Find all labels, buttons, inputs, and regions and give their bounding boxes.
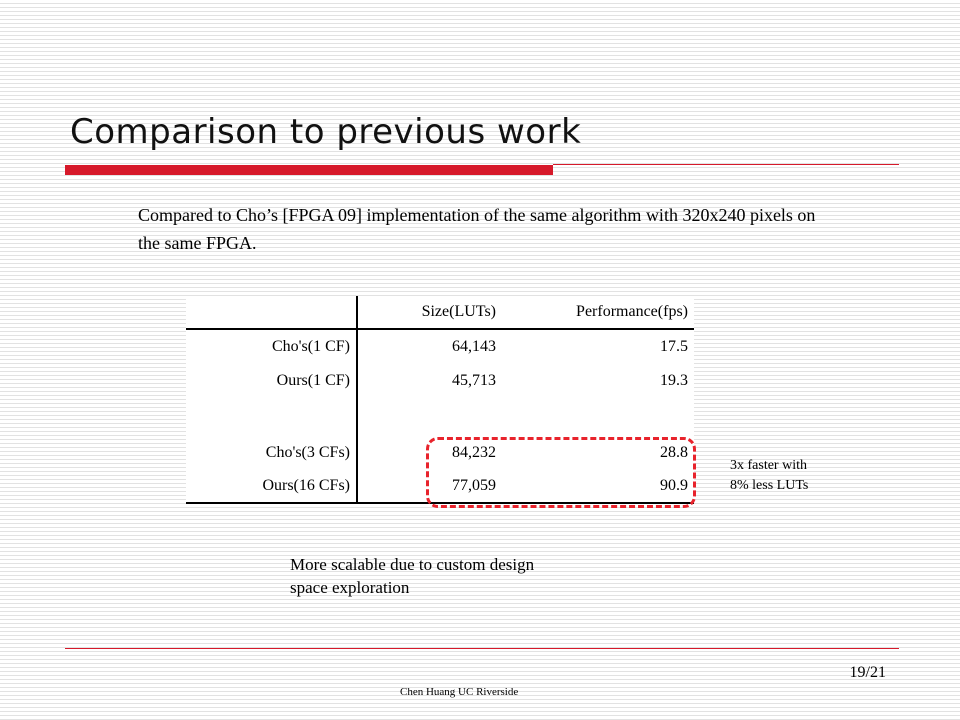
header-performance: Performance(fps) xyxy=(502,296,694,329)
row-label: Ours(1 CF) xyxy=(186,364,357,398)
title-divider-line xyxy=(553,164,899,165)
table-row xyxy=(186,364,694,398)
table-row xyxy=(186,329,694,364)
header-corner xyxy=(186,296,357,329)
scalability-note xyxy=(290,553,630,599)
footer-text: Chen Huang UC Riverside xyxy=(400,686,519,698)
table-row-spacer xyxy=(186,398,694,436)
intro-text: Compared to Cho’s [FPGA 09] implementation of the same algorithm with 320x240 pixels on the same FPGA. xyxy=(138,205,816,253)
size-cell xyxy=(357,398,502,436)
header-size: Size(LUTs) xyxy=(357,296,502,329)
size-cell: 77,059 xyxy=(357,470,502,503)
highlight-dashed-box xyxy=(426,437,696,508)
row-label xyxy=(186,398,357,436)
row-label: Ours(16 CFs) xyxy=(186,470,357,503)
title-underline-bar xyxy=(65,165,553,175)
row-label: Cho's(1 CF) xyxy=(186,329,357,364)
scalability-line-2: space exploration xyxy=(290,578,410,597)
performance-cell: 90.9 xyxy=(502,470,694,503)
performance-cell: 17.5 xyxy=(660,338,688,355)
performance-cell: 28.8 xyxy=(660,444,688,461)
size-cell: 45,713 xyxy=(452,372,496,389)
row-label: Cho's(3 CFs) xyxy=(186,436,357,470)
size-cell: 64,143 xyxy=(452,338,496,355)
callout-note xyxy=(730,456,808,496)
page-number: 19/21 xyxy=(849,664,886,681)
size-cell: 84,232 xyxy=(452,444,496,461)
callout-line-1: 3x faster with xyxy=(730,458,807,473)
performance-cell: 19.3 xyxy=(660,372,688,389)
scalability-line-1: More scalable due to custom design xyxy=(290,555,535,574)
callout-line-2: 8% less LUTs xyxy=(730,478,809,493)
table-header-row xyxy=(186,296,694,329)
footer-divider-line xyxy=(65,648,899,649)
performance-cell xyxy=(502,398,694,436)
slide-title: Comparison to previous work xyxy=(70,112,582,152)
